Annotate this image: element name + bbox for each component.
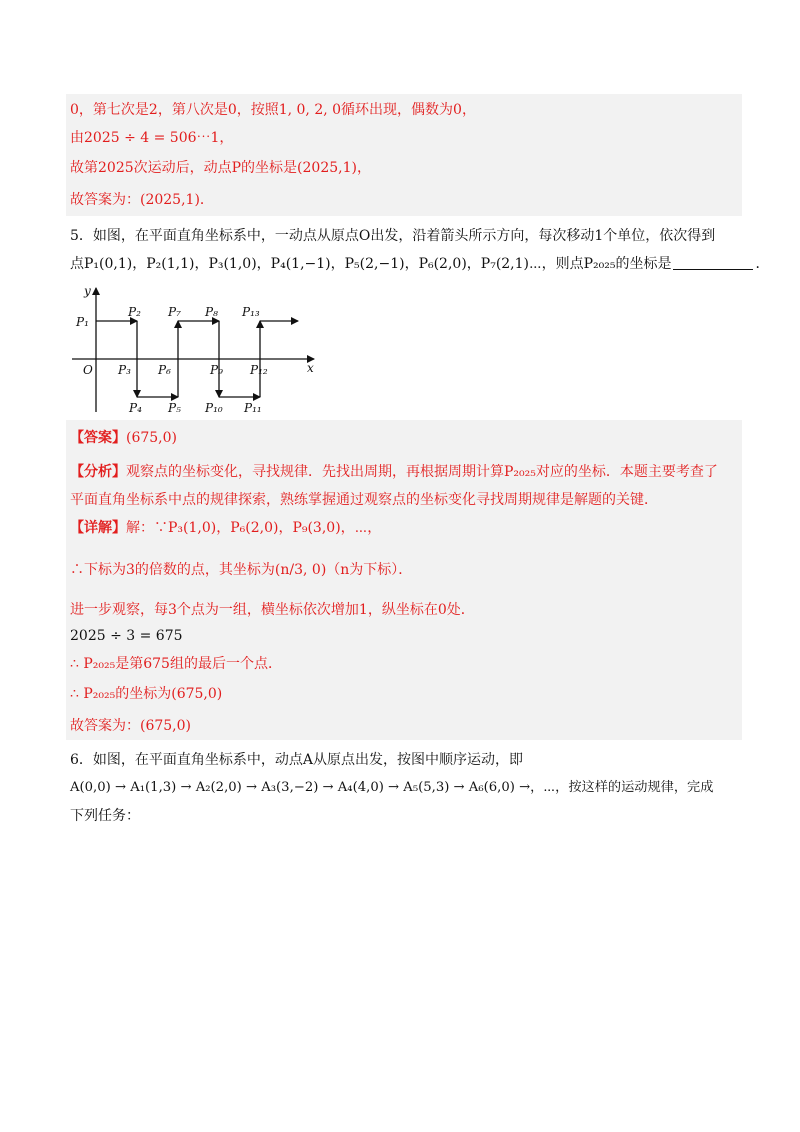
- q5-detail-line-2: ∴下标为3的倍数的点，其坐标为(n/3, 0)（n为下标）．: [70, 562, 413, 578]
- prev-solution-line-3: 故第2025次运动后，动点P的坐标是(2025,1)，: [70, 160, 371, 176]
- q5-detail-line-3: 进一步观察，每3个点为一组，横坐标依次增加1，纵坐标在0处．: [70, 602, 475, 618]
- label-p12: P₁₂: [250, 363, 268, 377]
- q5-answer-line: [70, 428, 177, 448]
- label-y: y: [84, 284, 91, 298]
- detail-text-1: 解：∵P₃(1,0)，P₆(2,0)，P₉(3,0)，⋯，: [126, 520, 382, 536]
- q5-analysis-line-1: [70, 462, 718, 482]
- q5-detail-line-5: ∴ P₂₀₂₅是第675组的最后一个点．: [70, 656, 282, 672]
- label-p13: P₁₃: [242, 305, 260, 319]
- label-p8: P₈: [205, 305, 218, 319]
- label-p4: P₄: [129, 401, 142, 415]
- prev-solution-line-1: 0，第七次是2，第八次是0，按照1, 0, 2, 0循环出现，偶数为0，: [70, 102, 476, 118]
- label-p10: P₁₀: [205, 401, 223, 415]
- q5-text-line-1: 5．如图，在平面直角坐标系中，一动点从原点O出发，沿着箭头所示方向，每次移动1个单位，依次得到: [70, 228, 716, 244]
- q5-analysis-line-2: 平面直角坐标系中点的规律探索，熟练掌握通过观察点的坐标变化寻找周期规律是解题的关键．: [70, 492, 658, 508]
- analysis-text-1: 观察点的坐标变化，寻找规律．先找出周期，再根据周期计算P₂₀₂₅对应的坐标．本题主要考查了: [126, 464, 718, 480]
- answer-blank: [673, 255, 753, 270]
- label-p3: P₃: [118, 363, 131, 377]
- q5-detail-line-6: ∴ P₂₀₂₅的坐标为(675,0): [70, 686, 223, 702]
- q5-text-line-2-pre: 点P₁(0,1)，P₂(1,1)，P₃(1,0)，P₄(1,−1)，P₅(2,−1)，P₆(2,0)，P₇(2,1)⋯，则点P₂₀₂₅的坐标是: [70, 256, 672, 272]
- label-x: x: [307, 361, 314, 375]
- label-p1: P₁: [76, 315, 89, 329]
- q5-detail-line-1: [70, 518, 381, 538]
- label-p11: P₁₁: [244, 401, 262, 415]
- q5-detail-line-7: 故答案为：(675,0): [70, 718, 192, 734]
- answer-label: 【答案】: [70, 430, 126, 446]
- label-p2: P₂: [128, 305, 141, 319]
- q6-text-line-2: A(0,0) → A₁(1,3) → A₂(2,0) → A₃(3,−2) → A₄(4,0) → A₅(5,3) → A₆(6,0) →，⋯，按这样的运动规律，完成: [70, 780, 714, 795]
- label-origin: O: [83, 363, 93, 377]
- analysis-label: 【分析】: [70, 464, 126, 480]
- label-p6: P₆: [158, 363, 171, 377]
- q5-detail-line-4: 2025 ÷ 3 = 675: [70, 628, 183, 644]
- answer-value: (675,0): [126, 430, 178, 446]
- q5-text-line-2-post: ．: [755, 256, 770, 272]
- q5-coordinate-figure: [66, 282, 326, 416]
- q6-text-line-3: 下列任务：: [70, 808, 140, 824]
- label-p7: P₇: [168, 305, 181, 319]
- q6-text-line-1: 6．如图，在平面直角坐标系中，动点A从原点出发，按图中顺序运动，即: [70, 752, 524, 768]
- label-p9: P₉: [210, 363, 223, 377]
- label-p5: P₅: [168, 401, 181, 415]
- prev-solution-line-4: 故答案为：(2025,1)．: [70, 192, 214, 208]
- prev-solution-line-2: 由2025 ÷ 4 = 506⋯1，: [70, 130, 234, 146]
- detail-label: 【详解】: [70, 520, 126, 536]
- q5-text-line-2: [70, 254, 769, 274]
